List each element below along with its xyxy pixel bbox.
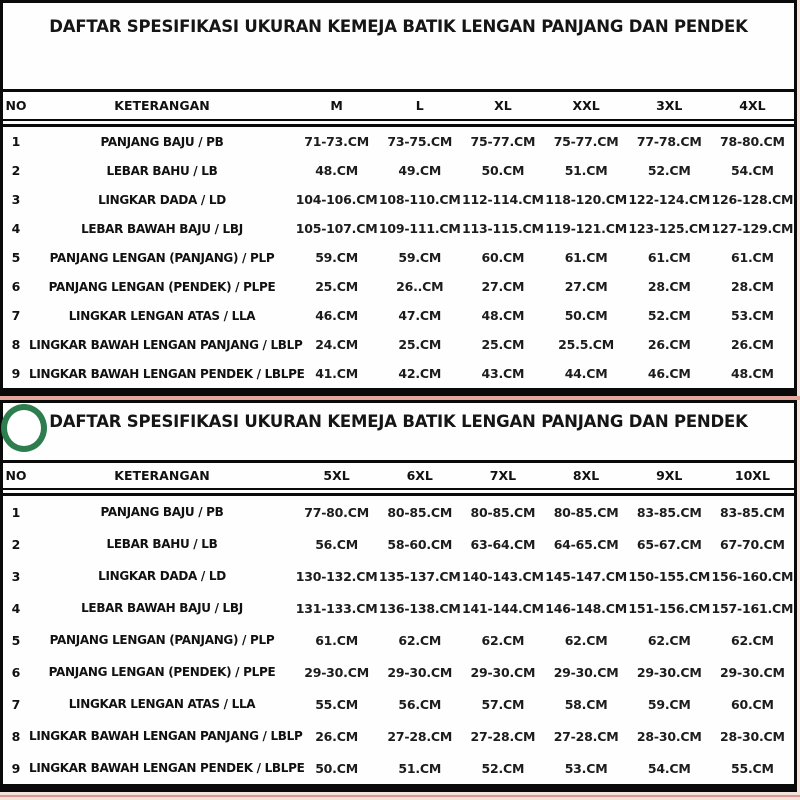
row-value: 26.CM — [315, 728, 358, 744]
row-value: 80-85.CM — [387, 504, 453, 520]
col-header-size: 7XL — [489, 468, 517, 483]
row-value: 71-73.CM — [304, 134, 369, 149]
row-number: 9 — [11, 366, 21, 381]
table-row — [3, 528, 794, 560]
row-value: 151-156.CM — [628, 600, 711, 616]
row-label: LINGKAR LENGAN ATAS / LLA — [68, 308, 256, 323]
row-value: 29-30.CM — [636, 664, 702, 680]
row-value: 150-155.CM — [628, 568, 711, 584]
col-header-size: 5XL — [323, 468, 350, 483]
row-label: LEBAR BAHU / LB — [106, 537, 218, 551]
row-value: 73-75.CM — [387, 134, 453, 149]
row-value: 62.CM — [731, 632, 774, 648]
row-label: LEBAR BAHU / LB — [106, 163, 218, 178]
row-value: 61.CM — [564, 250, 608, 265]
col-header-size: XXL — [572, 98, 600, 113]
table-row — [3, 496, 794, 528]
row-number: 3 — [11, 568, 21, 584]
table-row — [3, 185, 794, 214]
row-value: 51.CM — [398, 760, 442, 776]
table-row — [3, 720, 794, 752]
table-row — [3, 330, 794, 359]
table-row — [3, 752, 794, 784]
row-value: 61.CM — [315, 632, 358, 648]
row-number: 3 — [11, 192, 21, 207]
row-value: 55.CM — [315, 696, 358, 712]
col-header-size: L — [415, 98, 424, 113]
row-number: 7 — [11, 308, 21, 323]
row-value: 80-85.CM — [553, 504, 619, 520]
row-value: 140-143.CM — [462, 568, 544, 584]
row-value: 47.CM — [398, 308, 442, 323]
row-number: 4 — [11, 600, 21, 616]
row-label: LINGKAR BAWAH LENGAN PENDEK / LBLPE — [29, 366, 305, 381]
row-label: PANJANG LENGAN (PENDEK) / PLPE — [48, 665, 276, 679]
row-number: 9 — [11, 760, 21, 776]
row-value: 83-85.CM — [636, 504, 702, 520]
row-number: 4 — [11, 221, 21, 236]
row-value: 27-28.CM — [387, 728, 453, 744]
row-value: 27-28.CM — [470, 728, 536, 744]
row-label: LEBAR BAWAH BAJU / LBJ — [81, 221, 243, 236]
row-value: 156-160.CM — [711, 568, 794, 584]
row-value: 49.CM — [398, 163, 442, 178]
table-row — [3, 272, 794, 301]
row-value: 51.CM — [564, 163, 608, 178]
col-header-no: NO — [5, 98, 27, 113]
row-label: PANJANG BAJU / PB — [100, 134, 224, 149]
row-value: 53.CM — [564, 760, 608, 776]
header-divider — [3, 488, 794, 496]
row-value: 146-148.CM — [545, 600, 627, 616]
table-row — [3, 243, 794, 272]
col-header-size: 6XL — [406, 468, 433, 483]
row-value: 78-80.CM — [720, 134, 785, 149]
row-value: 61.CM — [647, 250, 691, 265]
row-value: 62.CM — [647, 632, 691, 648]
table-row — [3, 592, 794, 624]
row-label: PANJANG LENGAN (PANJANG) / PLP — [49, 250, 275, 265]
row-value: 27-28.CM — [553, 728, 619, 744]
row-number: 6 — [11, 664, 21, 680]
row-value: 80-85.CM — [470, 504, 536, 520]
row-value: 60.CM — [731, 696, 774, 712]
row-value: 60.CM — [481, 250, 525, 265]
row-value: 46.CM — [315, 308, 358, 323]
section-1-header — [3, 3, 794, 92]
row-value: 29-30.CM — [720, 664, 785, 680]
row-value: 61.CM — [731, 250, 774, 265]
section-2-header — [3, 403, 794, 463]
row-value: 53.CM — [731, 308, 774, 323]
row-number: 6 — [11, 279, 21, 294]
row-value: 109-111.CM — [378, 221, 461, 236]
row-value: 27.CM — [481, 279, 525, 294]
row-value: 52.CM — [647, 163, 691, 178]
row-value: 29-30.CM — [553, 664, 619, 680]
row-value: 54.CM — [731, 163, 774, 178]
table-row — [3, 156, 794, 185]
row-value: 118-120.CM — [545, 192, 627, 207]
row-number: 8 — [11, 337, 21, 352]
row-value: 77-80.CM — [304, 504, 369, 520]
row-value: 27.CM — [564, 279, 608, 294]
table-row — [3, 688, 794, 720]
row-value: 50.CM — [315, 760, 358, 776]
table-row — [3, 359, 794, 388]
size-table-section-m-4xl — [0, 0, 797, 396]
size-table-section-5xl-10xl — [0, 400, 797, 792]
row-value: 29-30.CM — [387, 664, 453, 680]
row-value: 25.CM — [398, 337, 442, 352]
row-value: 108-110.CM — [378, 192, 461, 207]
table-row — [3, 214, 794, 243]
row-value: 50.CM — [481, 163, 525, 178]
table-header-row — [3, 92, 794, 119]
section-title: DAFTAR SPESIFIKASI UKURAN KEMEJA BATIK LENGAN PANJANG DAN PENDEK — [49, 412, 748, 431]
col-header-size: XL — [494, 98, 512, 113]
row-value: 26.CM — [647, 337, 691, 352]
table-row — [3, 301, 794, 330]
row-label: LINGKAR BAWAH LENGAN PANJANG / LBLP — [29, 729, 303, 743]
row-value: 43.CM — [481, 366, 525, 381]
row-number: 1 — [11, 504, 21, 520]
row-value: 64-65.CM — [553, 536, 619, 552]
row-value: 54.CM — [647, 760, 691, 776]
row-label: LINGKAR BAWAH LENGAN PENDEK / LBLPE — [29, 761, 305, 775]
col-header-no: NO — [5, 468, 27, 483]
row-value: 42.CM — [398, 366, 442, 381]
table-body — [3, 127, 794, 388]
row-value: 65-67.CM — [636, 536, 702, 552]
row-value: 48.CM — [481, 308, 525, 323]
row-label: PANJANG LENGAN (PANJANG) / PLP — [49, 633, 275, 647]
row-value: 52.CM — [647, 308, 691, 323]
row-value: 50.CM — [564, 308, 608, 323]
row-value: 157-161.CM — [711, 600, 794, 616]
row-value: 44.CM — [564, 366, 608, 381]
row-value: 59.CM — [647, 696, 691, 712]
row-number: 1 — [11, 134, 21, 149]
header-divider — [3, 119, 794, 127]
bottom-salmon-line — [0, 795, 800, 797]
col-header-keterangan: KETERANGAN — [114, 468, 210, 483]
row-label: LINGKAR BAWAH LENGAN PANJANG / LBLP — [29, 337, 303, 352]
col-header-size: 8XL — [572, 468, 600, 483]
row-value: 112-114.CM — [462, 192, 544, 207]
row-value: 141-144.CM — [462, 600, 544, 616]
row-value: 29-30.CM — [470, 664, 536, 680]
table-row — [3, 127, 794, 156]
row-value: 28.CM — [647, 279, 691, 294]
row-value: 83-85.CM — [720, 504, 785, 520]
row-label: LINGKAR DADA / LD — [98, 192, 226, 207]
row-value: 26..CM — [396, 279, 444, 294]
row-number: 5 — [11, 632, 21, 648]
col-header-size: 9XL — [656, 468, 683, 483]
row-value: 77-78.CM — [636, 134, 702, 149]
row-value: 58.CM — [564, 696, 608, 712]
row-value: 105-107.CM — [295, 221, 378, 236]
row-label: PANJANG BAJU / PB — [100, 505, 224, 519]
table-row — [3, 560, 794, 592]
table-row — [3, 656, 794, 688]
green-circle-icon — [1, 404, 47, 452]
row-value: 62.CM — [564, 632, 608, 648]
row-value: 123-125.CM — [628, 221, 711, 236]
row-label: LEBAR BAWAH BAJU / LBJ — [81, 601, 243, 615]
row-value: 119-121.CM — [545, 221, 627, 236]
col-header-size: 10XL — [734, 468, 770, 483]
col-header-keterangan: KETERANGAN — [114, 98, 210, 113]
row-value: 52.CM — [481, 760, 525, 776]
row-value: 104-106.CM — [295, 192, 378, 207]
row-value: 28-30.CM — [720, 728, 785, 744]
row-label: LINGKAR LENGAN ATAS / LLA — [68, 697, 256, 711]
row-value: 59.CM — [315, 250, 358, 265]
row-value: 126-128.CM — [711, 192, 794, 207]
row-value: 29-30.CM — [304, 664, 369, 680]
row-value: 136-138.CM — [378, 600, 461, 616]
row-value: 41.CM — [315, 366, 358, 381]
row-value: 25.5.CM — [558, 337, 614, 352]
row-value: 67-70.CM — [720, 536, 785, 552]
row-value: 113-115.CM — [462, 221, 544, 236]
col-header-size: 4XL — [739, 98, 766, 113]
col-header-size: 3XL — [656, 98, 683, 113]
col-header-size: M — [330, 98, 343, 113]
row-value: 25.CM — [481, 337, 525, 352]
row-value: 122-124.CM — [628, 192, 711, 207]
row-value: 131-133.CM — [295, 600, 378, 616]
row-value: 48.CM — [315, 163, 358, 178]
row-value: 59.CM — [398, 250, 442, 265]
row-value: 75-77.CM — [470, 134, 536, 149]
row-value: 25.CM — [315, 279, 358, 294]
table-header-row — [3, 463, 794, 488]
row-value: 63-64.CM — [470, 536, 536, 552]
row-value: 75-77.CM — [553, 134, 619, 149]
row-number: 5 — [11, 250, 21, 265]
table-row — [3, 624, 794, 656]
row-value: 55.CM — [731, 760, 774, 776]
row-value: 28.CM — [731, 279, 774, 294]
row-value: 46.CM — [647, 366, 691, 381]
row-value: 56.CM — [398, 696, 442, 712]
row-value: 24.CM — [315, 337, 358, 352]
row-number: 2 — [11, 163, 21, 178]
table-body — [3, 496, 794, 784]
row-value: 135-137.CM — [378, 568, 461, 584]
row-value: 58-60.CM — [387, 536, 453, 552]
row-number: 7 — [11, 696, 21, 712]
bottom-margin-strip — [0, 792, 800, 800]
row-value: 56.CM — [315, 536, 358, 552]
row-number: 2 — [11, 536, 21, 552]
row-value: 48.CM — [731, 366, 774, 381]
row-value: 62.CM — [481, 632, 525, 648]
section-title: DAFTAR SPESIFIKASI UKURAN KEMEJA BATIK LENGAN PANJANG DAN PENDEK — [49, 17, 748, 36]
row-number: 8 — [11, 728, 21, 744]
row-label: PANJANG LENGAN (PENDEK) / PLPE — [48, 279, 276, 294]
row-value: 130-132.CM — [295, 568, 378, 584]
row-label: LINGKAR DADA / LD — [98, 569, 226, 583]
row-value: 127-129.CM — [711, 221, 794, 236]
row-value: 145-147.CM — [545, 568, 627, 584]
row-value: 57.CM — [481, 696, 525, 712]
row-value: 28-30.CM — [636, 728, 702, 744]
row-value: 62.CM — [398, 632, 442, 648]
row-value: 26.CM — [731, 337, 774, 352]
